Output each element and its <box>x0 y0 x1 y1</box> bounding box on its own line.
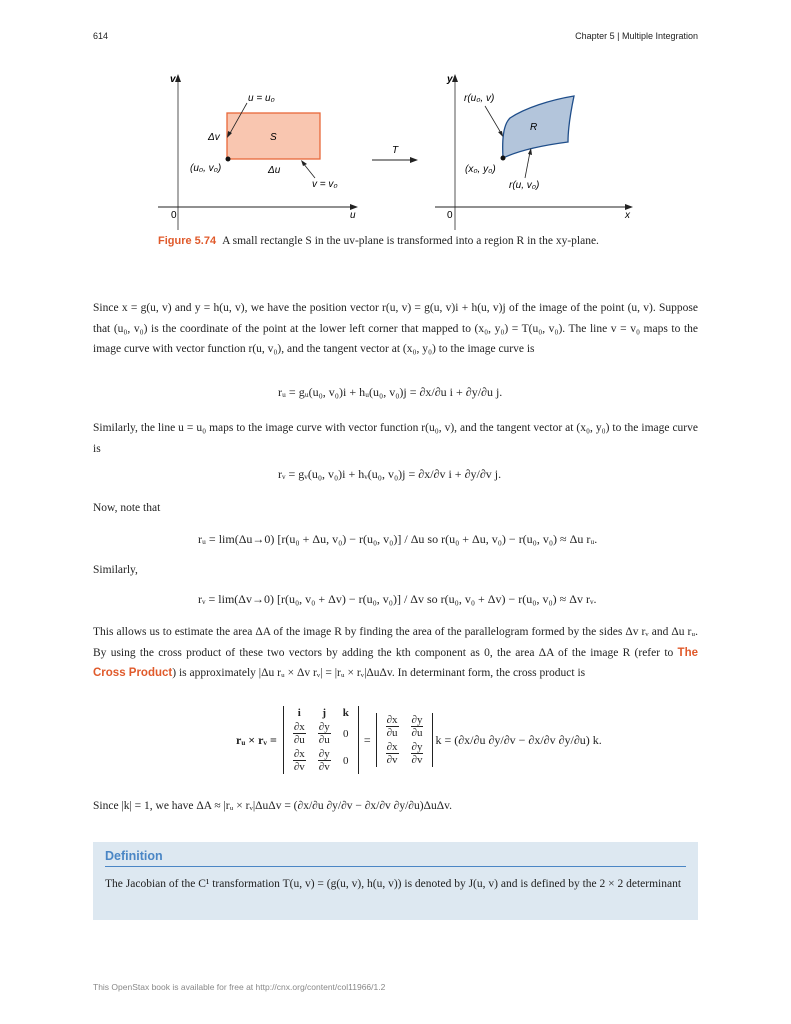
definition-title: Definition <box>105 849 163 863</box>
equation-cross-product: rᵤ × rᵥ = i j k $\frac{\partial x}{\partial u}$ $\frac{\partial y}{\partial u}$ 0 $\frac{\partial x}{\partial v}$ $\frac{\partial y}{\partial v}$ 0 = $\frac{\partial x}{\partial u}$ $\frac{\partial y}{\partial u}$ $\frac{\partial x}{\partial v}$ $\frac{\partial y}{\partial v}$ k = (∂x/∂u ∂y/∂v − ∂x/∂v ∂y/∂u) k. <box>236 707 602 773</box>
determinant-3x3: i j k $\frac{\partial x}{\partial u}$ $\frac{\partial y}{\partial u}$ 0 $\frac{\partial x}{\partial v}$ $\frac{\partial y}{\partial v}$ 0 <box>283 706 359 774</box>
region-r <box>503 96 574 158</box>
page-number: 614 <box>93 31 109 41</box>
determinant-2x2: $\frac{\partial x}{\partial u}$ $\frac{\partial y}{\partial u}$ $\frac{\partial x}{\partial v}$ $\frac{\partial y}{\partial v}$ <box>376 713 434 767</box>
right-origin: 0 <box>447 210 453 221</box>
footer-note: This OpenStax book is available for free at http://cnx.org/content/col11966/1.2 <box>93 982 386 992</box>
region-r-label: R <box>530 122 538 133</box>
definition-divider <box>105 866 686 867</box>
cross-product-rhs: k = (∂x/∂u ∂y/∂v − ∂x/∂v ∂y/∂u) k. <box>435 732 602 747</box>
cross-product-link[interactable]: The Cross Product <box>93 646 698 679</box>
transform-arrow-icon <box>410 157 418 163</box>
paragraph-position-vector: Since x = g(u, v) and y = h(u, v), we have the position vector r(u, v) = g(u, v)i + h(u, v)j of the image of the point (u, v). Suppose that (u₀, v₀) is the coordinate of the point at the lower left corner that mapped to (x₀, y₀) = T(u₀, v₀). The line v = v₀ maps to the image curve with vector function r(u, v₀), and the tangent vector at (x₀, y₀) to the image curve is <box>93 302 698 355</box>
equation-r-u-limit: rᵤ = lim(Δu→0) [r(u₀ + Δu, v₀) − r(u₀, v₀)] / Δu so r(u₀ + Δu, v₀) − r(u₀, v₀) ≈ Δu rᵤ. <box>198 532 598 546</box>
paragraph-since-k: Since |k| = 1, we have ΔA ≈ |rᵤ × rᵥ|ΔuΔv = (∂x/∂u ∂y/∂v − ∂x/∂v ∂y/∂u)ΔuΔv. <box>93 800 452 812</box>
paragraph-similarly-u: Similarly, the line u = u₀ maps to the image curve with vector function r(u₀, v), and the tangent vector at (x₀, y₀) to the image curve is <box>93 422 698 455</box>
left-origin: 0 <box>171 210 177 221</box>
chapter-title: Chapter 5 | Multiple Integration <box>575 31 698 41</box>
figure-caption-text: A small rectangle S in the uv-plane is transformed into a region R in the xy-plane. <box>222 235 599 247</box>
definition-box <box>93 842 698 920</box>
right-axis-x-label: x <box>625 210 630 221</box>
definition-body: The Jacobian of the C¹ transformation T(u, v) = (g(u, v), h(u, v)) is denoted by J(u, v) and is defined by the 2 × 2 determinant <box>105 878 682 890</box>
figure-caption <box>158 231 608 251</box>
paragraph-now-note: Now, note that <box>93 502 161 514</box>
cross-product-lhs: rᵤ × rᵥ = <box>236 732 277 747</box>
equation-r-v-limit: rᵥ = lim(Δv→0) [r(u₀, v₀ + Δv) − r(u₀, v₀)] / Δv so r(u₀, v₀ + Δv) − r(u₀, v₀) ≈ Δv rᵥ. <box>198 592 597 606</box>
equation-r-u: rᵤ = gᵤ(u₀, v₀)i + hᵤ(u₀, v₀)j = ∂x/∂u i + ∂y/∂u j. <box>278 385 503 399</box>
paragraph-area-text-a: This allows us to estimate the area ΔA of the image R by finding the area of the parallelogram formed by the sides Δv rᵥ and Δu rᵤ. By using the cross product of these two vectors by adding the kth component as 0, the area ΔA of the image R (refer to <box>93 626 698 659</box>
label-r-u0-v: r(u₀, v) <box>464 93 495 104</box>
figure-label: Figure 5.74 <box>158 235 217 247</box>
label-x0-y0: (x₀, y₀) <box>465 164 496 175</box>
label-delta-u: Δu <box>268 165 281 176</box>
paragraph-area-estimate <box>93 622 698 684</box>
region-s-label: S <box>270 132 277 143</box>
left-axis-v-label: v <box>170 74 176 85</box>
transform-label: T <box>392 145 399 156</box>
label-u0-v0: (u₀, v₀) <box>190 163 222 174</box>
label-delta-v: Δv <box>208 132 220 143</box>
label-v-eq-v0: v = v₀ <box>312 179 338 190</box>
figure-5-74 <box>150 70 640 230</box>
paragraph-similarly: Similarly, <box>93 564 138 576</box>
right-axis-y-label: y <box>447 74 453 85</box>
paragraph-area-text-b: ) is approximately |Δu rᵤ × Δv rᵥ| = |rᵤ × rᵥ|ΔuΔv. In determinant form, the cross product is <box>172 667 586 679</box>
equation-r-v: rᵥ = gᵥ(u₀, v₀)i + hᵥ(u₀, v₀)j = ∂x/∂v i + ∂y/∂v j. <box>278 467 502 481</box>
label-u-eq-u0: u = u₀ <box>248 93 275 104</box>
left-axis-u-label: u <box>350 210 356 221</box>
label-r-u-v0: r(u, v₀) <box>509 180 540 191</box>
